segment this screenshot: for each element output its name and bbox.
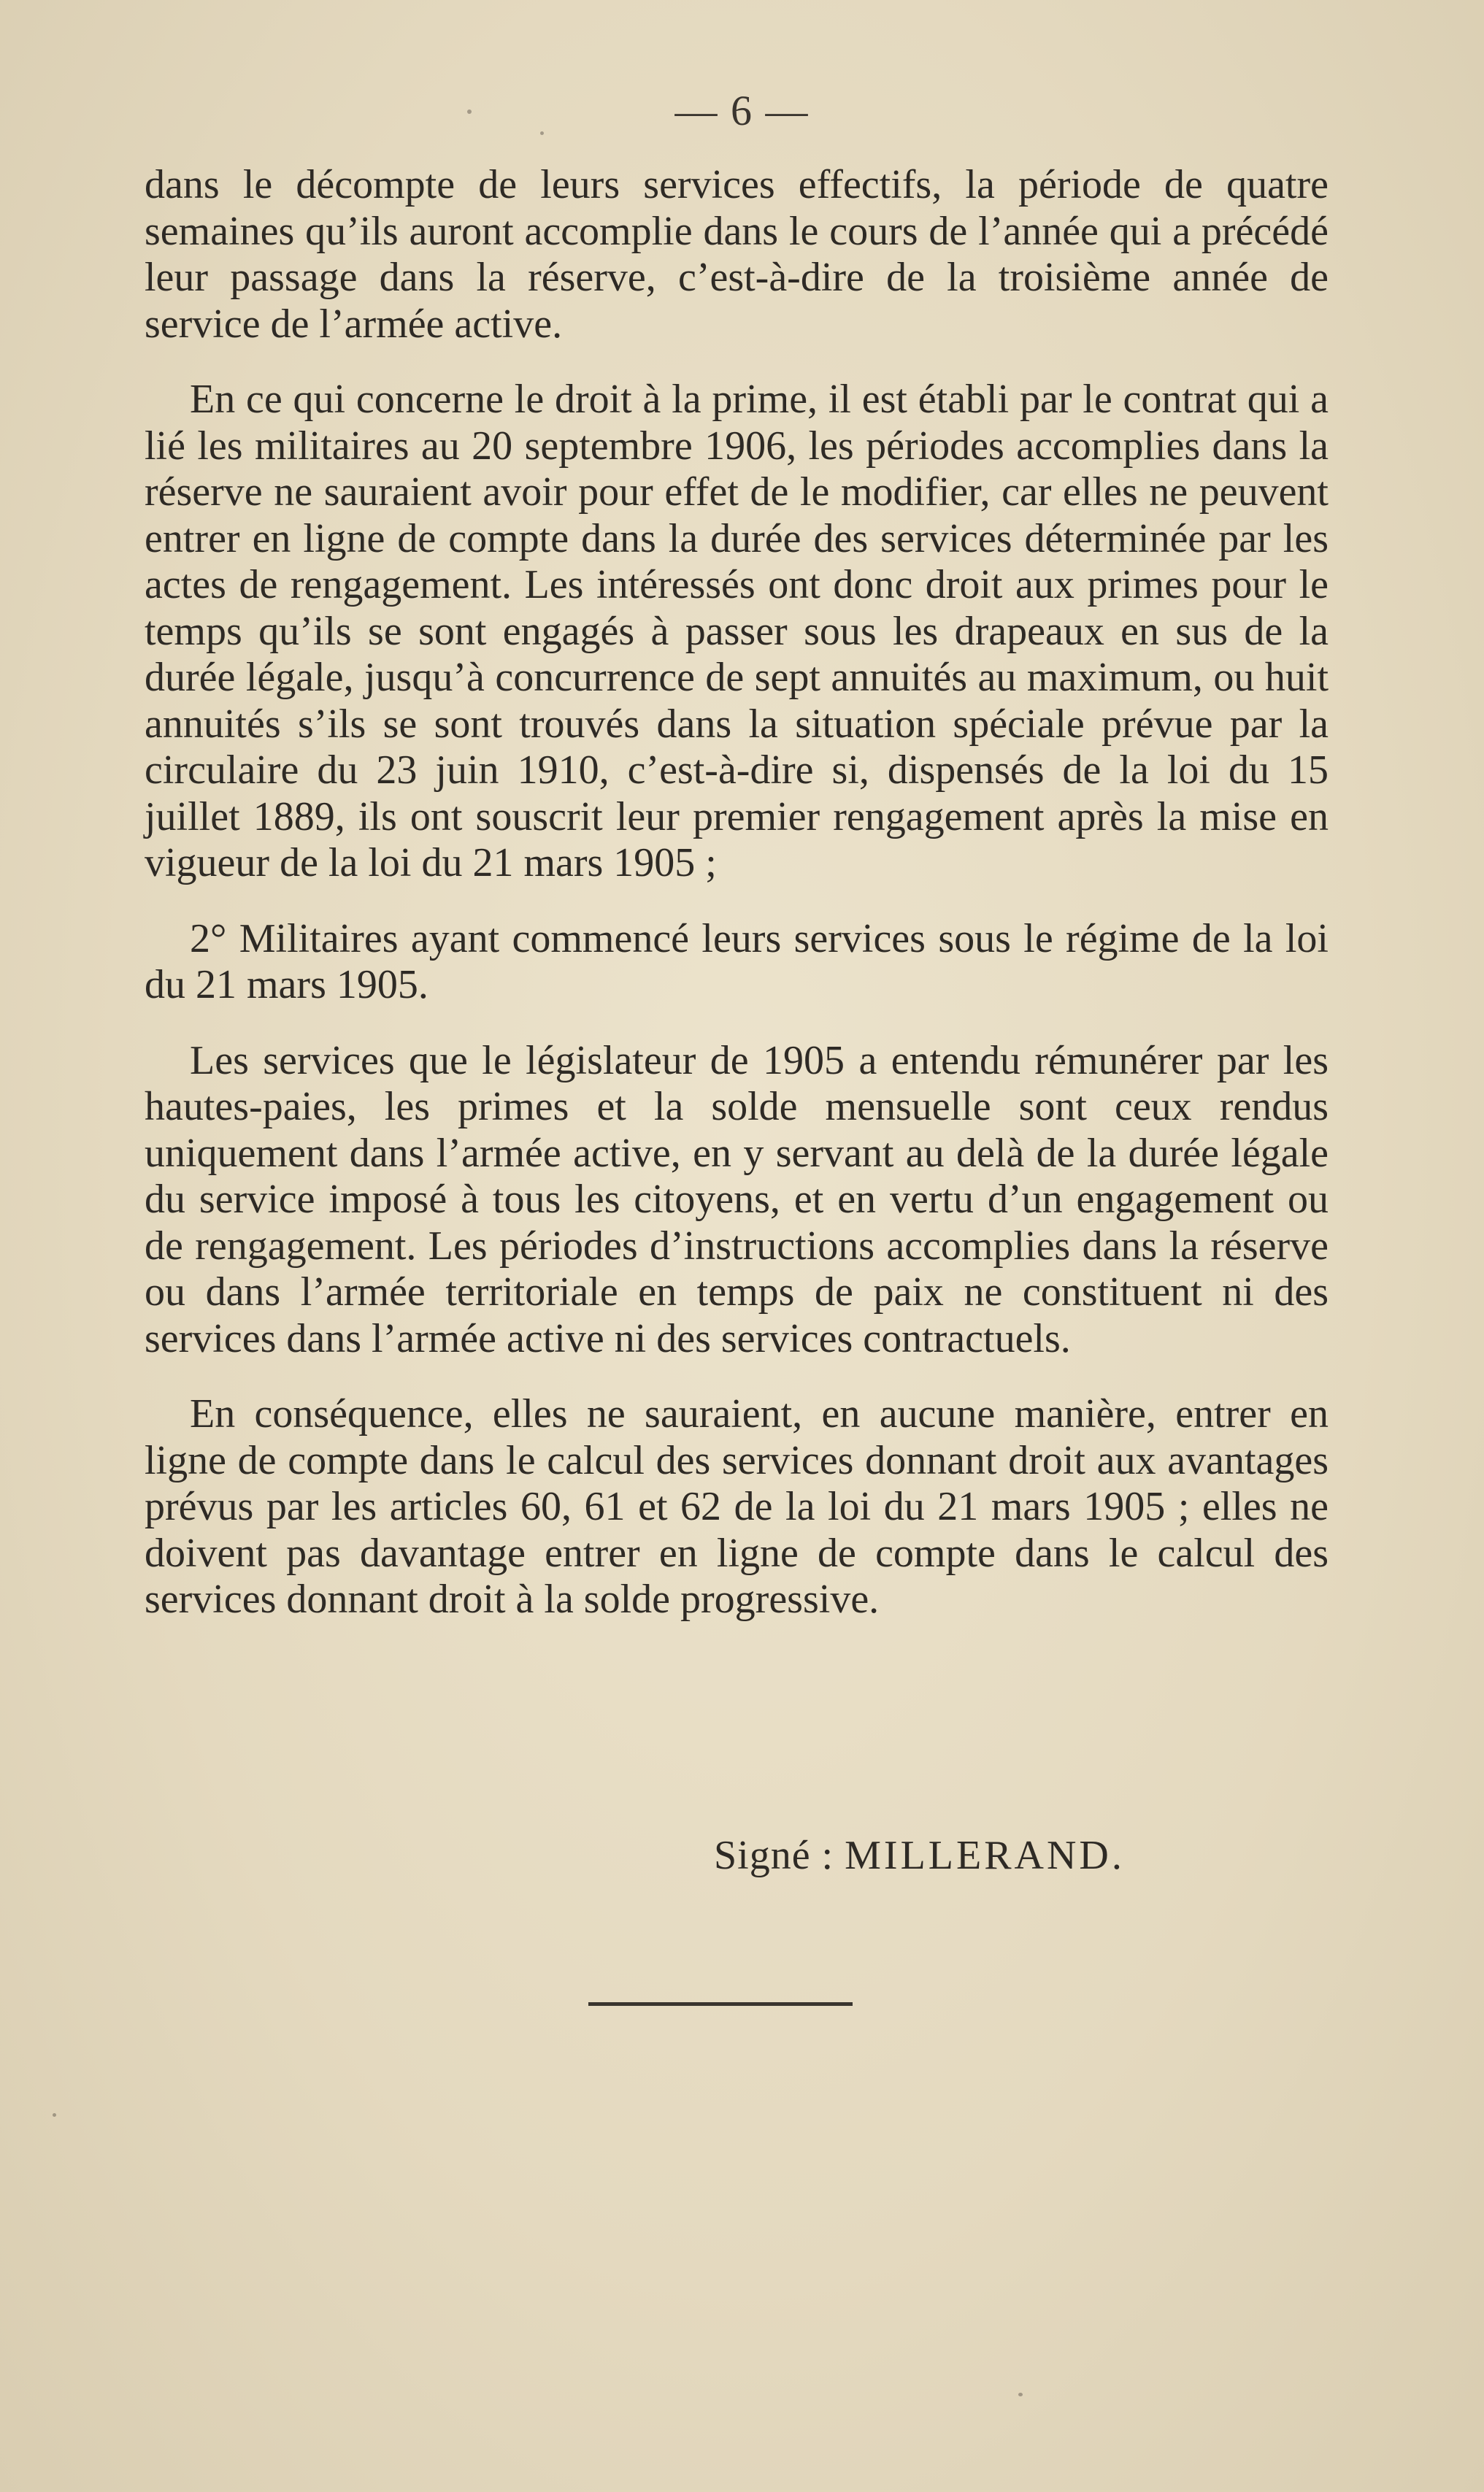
page-number: — 6 — — [674, 87, 810, 134]
paragraph-prime-right: En ce qui concerne le droit à la prime, il est établi par le contrat qui a lié les militaires au 20 septembre 1906, les périodes accomplies dans la réserve ne sauraient avoir pour effet de le modifier, car elles ne peuvent entrer en ligne de compte dans la durée des services déterminée par les actes de rengagement. Les intéressés ont donc droit aux primes pour le temps qu’ils se sont engagés à passer sous les drapeaux en sus de la durée légale, jusqu’à concurrence de sept annuités au maximum, ou huit annuités s’ils se sont trouvés dans la situation spéciale prévue par la circulaire du 23 juin 1910, c’est-à-dire si, dispensés de la loi du 15 juillet 1889, ils ont souscrit leur premier rengagement après la mise en vigueur de la loi du 21 mars 1905 ; — [145, 377, 1329, 885]
signature-label: Signé : — [714, 1833, 834, 1878]
paragraph-section-2-heading: 2° Militaires ayant commencé leurs services sous le régime de la loi du 21 mars 1905. — [145, 915, 1329, 1007]
paper-speck — [540, 131, 544, 135]
paragraph-consequence: En conséquence, elles ne sauraient, en aucune manière, entrer en ligne de compte dans le calcul des services donnant droit aux avantages prévus par les articles 60, 61 et 62 de la loi du 21 mars 1905 ; elles ne doivent pas davantage entrer en ligne de compte dans le calcul des services donnant droit à la solde progressive. — [145, 1391, 1329, 1622]
paper-speck — [1018, 2393, 1023, 2396]
signature-line — [714, 1832, 1125, 1879]
closing-rule — [588, 2002, 853, 2006]
paragraph-services-1905: Les services que le législateur de 1905 a entendu rémunérer par les hautes-paies, les primes et la solde mensuelle sont ceux rendus uniquement dans l’armée active, en y servant au delà de la durée légale du service imposé à tous les citoyens, et en vertu d’un engagement ou de rengagement. Les périodes d’instructions accomplies dans la réserve ou dans l’armée territoriale en temps de paix ne constituent ni des services dans l’armée active ni des services contractuels. — [145, 1037, 1329, 1361]
paragraph-continuation: dans le décompte de leurs services effectifs, la période de quatre semaines qu’ils auront accomplie dans le cours de l’année qui a précédé leur passage dans la réserve, c’est-à-dire de la troisième année de service de l’armée active. — [145, 162, 1329, 347]
body-text — [145, 162, 1329, 1653]
signature-name: MILLERAND. — [845, 1833, 1125, 1878]
paper-speck — [467, 109, 472, 114]
paper-speck — [53, 2113, 56, 2117]
